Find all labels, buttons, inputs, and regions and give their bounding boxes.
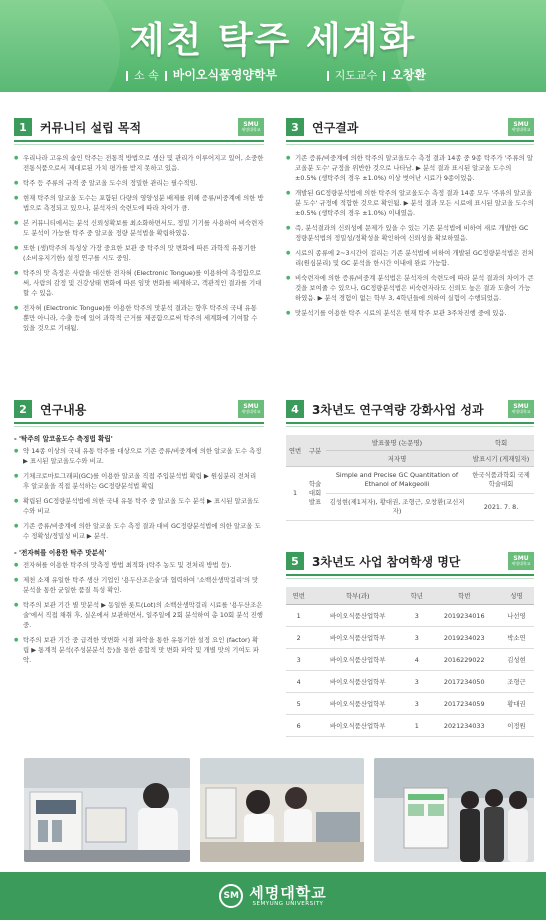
list-item: ● 시료의 종류에 2~3시간이 걸리는 기존 분석법에 비하여 개발된 GC정량분석법은 전처리(원심분리) 및 GC 분석을 한시간 이내에 완료 가능함.	[286, 248, 534, 268]
affiliation	[120, 66, 277, 83]
list-item: ● 비숙련자에 의한 증류/비중계 분석법은 분석자의 숙련도에 따라 분석 결과의 차이가 큰 것을 보여줄 수 있으나, GC정량분석법은 비숙련자라도 신뢰도 높은 결과 도출이 가능하였음. ▶ 분석 경험이 없는 학부 3, 4학년들에 의하여 실험이 수행되었음.	[286, 273, 534, 303]
table-cell: 이정원	[499, 715, 534, 737]
list-item: ● 확립된 GC정량분석법에 의한 국내 유통 탁주 중 알코올 도수 분석 ▶ 표시된 알코올도수와 비교	[14, 496, 264, 516]
column-header: 학년	[404, 587, 429, 605]
table-cell: 2019234023	[429, 627, 498, 649]
table-cell: 바이오식품산업학부	[311, 627, 404, 649]
section-rule	[286, 140, 534, 142]
table-cell: 바이오식품산업학부	[311, 649, 404, 671]
lab-photo-1	[24, 758, 190, 862]
list-item: ● 맛분석기를 이용한 탁주 시료의 분석은 현재 탁주 보관 3주차진행 중에 있음.	[286, 308, 534, 318]
table-cell: 3	[404, 671, 429, 693]
table-row	[286, 605, 534, 627]
table-row	[286, 649, 534, 671]
list-item: ● 전자혀 (Electronic Tongue)를 이용한 탁주의 맛분석 결과는 향후 탁주의 국내 유통 뿐만 아니라, 수출 등에 있어 과학적 근거를 제공함으로써 탁주의 세계화에 기여할 수 있을 것으로 기대됨.	[14, 303, 264, 333]
subheading: - '탁주의 알코올도수 측정법 확립'	[14, 435, 113, 443]
column-header: 발표물명 (논문명)	[326, 435, 468, 451]
column-header: 연번	[286, 435, 304, 467]
advisor-value: 오창환	[391, 67, 426, 82]
university-name	[249, 885, 326, 907]
lab-photo-2	[200, 758, 364, 862]
research-list-2	[14, 560, 264, 665]
section-header	[14, 398, 264, 420]
table-cell: 4	[404, 649, 429, 671]
table-cell: 3	[286, 649, 311, 671]
research-list-1	[14, 446, 264, 541]
table-row	[286, 671, 534, 693]
table-cell: 2016229022	[429, 649, 498, 671]
column-header: 학회	[468, 435, 534, 451]
table-cell: 6	[286, 715, 311, 737]
university-name-en: SEMYUNG UNIVERSITY	[252, 901, 324, 907]
table-cell: 나선영	[499, 605, 534, 627]
table-cell: 1	[404, 715, 429, 737]
separator	[126, 71, 128, 81]
section-rule	[14, 140, 264, 142]
achievement-table	[286, 435, 534, 521]
table-cell: 3	[404, 627, 429, 649]
separator	[327, 71, 329, 81]
table-cell: 바이오식품산업학부	[311, 693, 404, 715]
table-header-row	[286, 435, 534, 451]
section-rule	[286, 422, 534, 424]
smu-logo-icon: SMU 세명대학교	[238, 118, 264, 136]
section-number: 4	[286, 400, 304, 418]
section-header	[286, 116, 534, 138]
university-name-kr: 세명대학교	[249, 884, 327, 902]
affiliation-label: 소 속	[134, 68, 159, 82]
column-header: 구분	[304, 435, 326, 467]
poster-title: 제천 탁주 세계화	[129, 20, 417, 61]
table-cell: 조형근	[499, 671, 534, 693]
poster-header	[0, 0, 546, 92]
list-item: ● 탁주 등 주류의 규격 중 알코올 도수의 정밀한 관리는 필수적임.	[14, 178, 264, 188]
section-rule	[286, 426, 534, 427]
section-header	[286, 550, 534, 572]
separator	[165, 71, 167, 81]
section-rule	[14, 422, 264, 424]
smu-logo-icon: SMU 세명대학교	[508, 118, 534, 136]
university-emblem-icon: SM	[219, 884, 243, 908]
section-number: 5	[286, 552, 304, 570]
section-number: 2	[14, 400, 32, 418]
column-header: 저자명	[326, 451, 468, 467]
section-title: 3차년도 연구역량 강화사업 성과	[312, 402, 484, 417]
list-item: ● 전자혀를 이용한 탁주의 맛측정 방법 최적화 (탁주 농도 및 전처리 방법 등).	[14, 560, 264, 570]
section-title: 연구내용	[40, 402, 87, 417]
list-item: ● 기존 증류/비중계에 의한 탁주의 알코올도수 측정 결과 14종 중 9종 탁주가 '주류의 알코올분 도수' 규정을 위반한 것으로 나타남. ▶ 분석 결과 표시된 알코올 도수의 ±0.5% (생탁주의 경우 ±1.0%) 이상 벗어난 시료가 9종이었음.	[286, 153, 534, 183]
section-students	[286, 550, 534, 737]
section-rule	[14, 144, 264, 145]
table-cell: 2017234050	[429, 671, 498, 693]
table-row	[286, 715, 534, 737]
table-cell: 한국식품과학회 국제학술대회	[468, 467, 534, 494]
table-cell: 2017234059	[429, 693, 498, 715]
section-title: 커뮤니티 설립 목적	[40, 120, 142, 135]
table-cell: 학술대회 발표	[304, 467, 326, 521]
section-rule	[286, 144, 534, 145]
column-header: 연번	[286, 587, 311, 605]
list-item: ● 탁주의 보관 기간 중 급격한 맛변화 시점 파악을 통한 유통기한 설정 요인 (factor) 확립 ▶ 통계적 분석(주성분분석 등)을 통한 종합적 맛 변화 파악 및 개별 맛의 기여도 파악.	[14, 635, 264, 665]
table-cell: 3	[404, 693, 429, 715]
section-title: 3차년도 사업 참여학생 명단	[312, 554, 461, 569]
section-research-content	[14, 398, 264, 670]
list-item: ● 즉, 분석결과의 신뢰성에 문제가 있을 수 있는 기존 분석법에 비하여 새로 개발한 GC정량분석법의 정밀성/정확성을 확인하여 신뢰성을 확보하였음.	[286, 223, 534, 243]
purpose-list	[14, 153, 264, 333]
table-cell: Simple and Precise GC Quantitation of Ethanol of Makgeolli	[326, 467, 468, 494]
list-item: ● 기체크로마토그래피(GC)를 이용한 알코올 직접 주입분석법 확립 ▶ 원심분리 전처리 후 알코올을 직접 분석하는 GC정량분석법 확립	[14, 471, 264, 491]
table-cell: 바이오식품산업학부	[311, 605, 404, 627]
table-row	[286, 467, 534, 494]
results-list	[286, 153, 534, 318]
column-header: 발표시기 (게재일자)	[468, 451, 534, 467]
column-header: 학번	[429, 587, 498, 605]
table-cell: 2021234033	[429, 715, 498, 737]
table-cell: 2	[286, 627, 311, 649]
footer	[0, 872, 546, 920]
header-info	[120, 64, 426, 84]
section-title: 연구결과	[312, 120, 359, 135]
table-cell: 2021. 7. 8.	[468, 494, 534, 521]
section-header	[286, 398, 534, 420]
advisor-label: 지도교수	[334, 68, 378, 82]
list-item: ● 약 14종 이상의 국내 유통 탁주를 대상으로 기존 증류/비중계에 의한 알코올 도수 측정 ▶ 표시된 알코올도수와 비교.	[14, 446, 264, 466]
list-item: ● 현재 탁주의 알코올 도수는 포함된 다량의 영양성분 배제를 위해 증류/비중계에 의한 방법으로 측정되고 있으나, 분석자의 숙련도에 따라 차이가 큼.	[14, 193, 264, 213]
table-cell: 바이오식품산업학부	[311, 671, 404, 693]
section-header	[14, 116, 264, 138]
list-item: ● 개발된 GC정량분석법에 의한 탁주의 알코올도수 측정 결과 14종 모두 '주류의 알코올분 도수' 규정에 적합한 것으로 확인됨. ▶ 분석 결과 모든 시료에 표시된 알코올 도수의 ±0.5% (생탁주의 경우 ±1.0%) 이내였음.	[286, 188, 534, 218]
affiliation-value: 바이오식품영양학부	[172, 67, 278, 82]
section-number: 3	[286, 118, 304, 136]
advisor	[321, 66, 426, 83]
section-rule	[286, 578, 534, 579]
section-achievements	[286, 398, 534, 521]
table-cell: 바이오식품산업학부	[311, 715, 404, 737]
table-cell: 박소연	[499, 627, 534, 649]
section-purpose	[14, 116, 264, 338]
list-item: ● 기존 증류/비중계에 의한 알코올 도수 측정 결과 대비 GC정량분석법에 의한 알코올 도수 정확성/정밀성 비교 ▶ 분석.	[14, 521, 264, 541]
table-cell: 3	[404, 605, 429, 627]
table-cell: 김성현	[499, 649, 534, 671]
list-item: ● 탁주의 맛 측정은 사람을 대신한 전자혀 (Electronic Tongue)를 이용하여 측정함으로써, 사람의 감정 및 건강상태 변화에 따른 임맛 변화를 배제하고, 객관적인 결과를 기대할 수 있음.	[14, 268, 264, 298]
section-results	[286, 116, 534, 323]
table-cell: 황대권	[499, 693, 534, 715]
table-cell: 5	[286, 693, 311, 715]
table-cell: 김성현(제1저자), 황대권, 조형근, 오창환(교신저자)	[326, 494, 468, 521]
separator	[383, 71, 385, 81]
list-item: ● 또한 (생)탁주의 특성상 가장 중요한 보관 중 탁주의 맛 변화에 따른 과학적 유통기한(소비유지기한) 설정 연구를 시도 중임.	[14, 243, 264, 263]
smu-logo-icon: SMU 세명대학교	[508, 552, 534, 570]
table-cell: 1	[286, 605, 311, 627]
table-header-row	[286, 587, 534, 605]
section-rule	[286, 574, 534, 576]
subheading: - '전자혀를 이용한 탁주 맛분석'	[14, 549, 107, 557]
smu-logo-icon: SMU 세명대학교	[238, 400, 264, 418]
table-cell: 2019234016	[429, 605, 498, 627]
section-rule	[14, 426, 264, 427]
column-header: 성명	[499, 587, 534, 605]
group-photo	[374, 758, 534, 862]
students-table	[286, 587, 534, 737]
list-item: ● 제천 소재 유일한 탁주 생산 기업인 '용두산조은술'과 협력하여 '소백산생막걸리'의 맛분석을 통한 균일한 품질 특성 확인.	[14, 575, 264, 595]
smu-logo-icon: SMU 세명대학교	[508, 400, 534, 418]
table-cell: 4	[286, 671, 311, 693]
list-item: ● 우리나라 고유의 술인 탁주는 전통적 방법으로 생산 및 관리가 이루어지고 있어, 소중한 전통식품으로서 제대로된 가치 평가를 받지 못하고 있음.	[14, 153, 264, 173]
column-header: 학부(과)	[311, 587, 404, 605]
university-logo	[219, 884, 326, 908]
list-item: ● 탁주의 보관 기간 별 맛분석 ▶ 동일한 롯트(Lot)의 소백산생막걸리 시료를 '용두산조은술'에서 직접 채취 후, 실온에서 보관하면서, 일주일에 2회 분석하여 총 10회 분석 진행 중.	[14, 600, 264, 630]
table-row	[286, 693, 534, 715]
table-cell: 1	[286, 467, 304, 521]
list-item: ● 본 커뮤니티에서는 분석 신뢰성확보를 최소화하면서도, 정밀 기기를 사용하여 비숙련자도 분석이 가능한 탁주 중 알코올 정량 분석법을 확립하였음.	[14, 218, 264, 238]
section-number: 1	[14, 118, 32, 136]
table-row	[286, 627, 534, 649]
